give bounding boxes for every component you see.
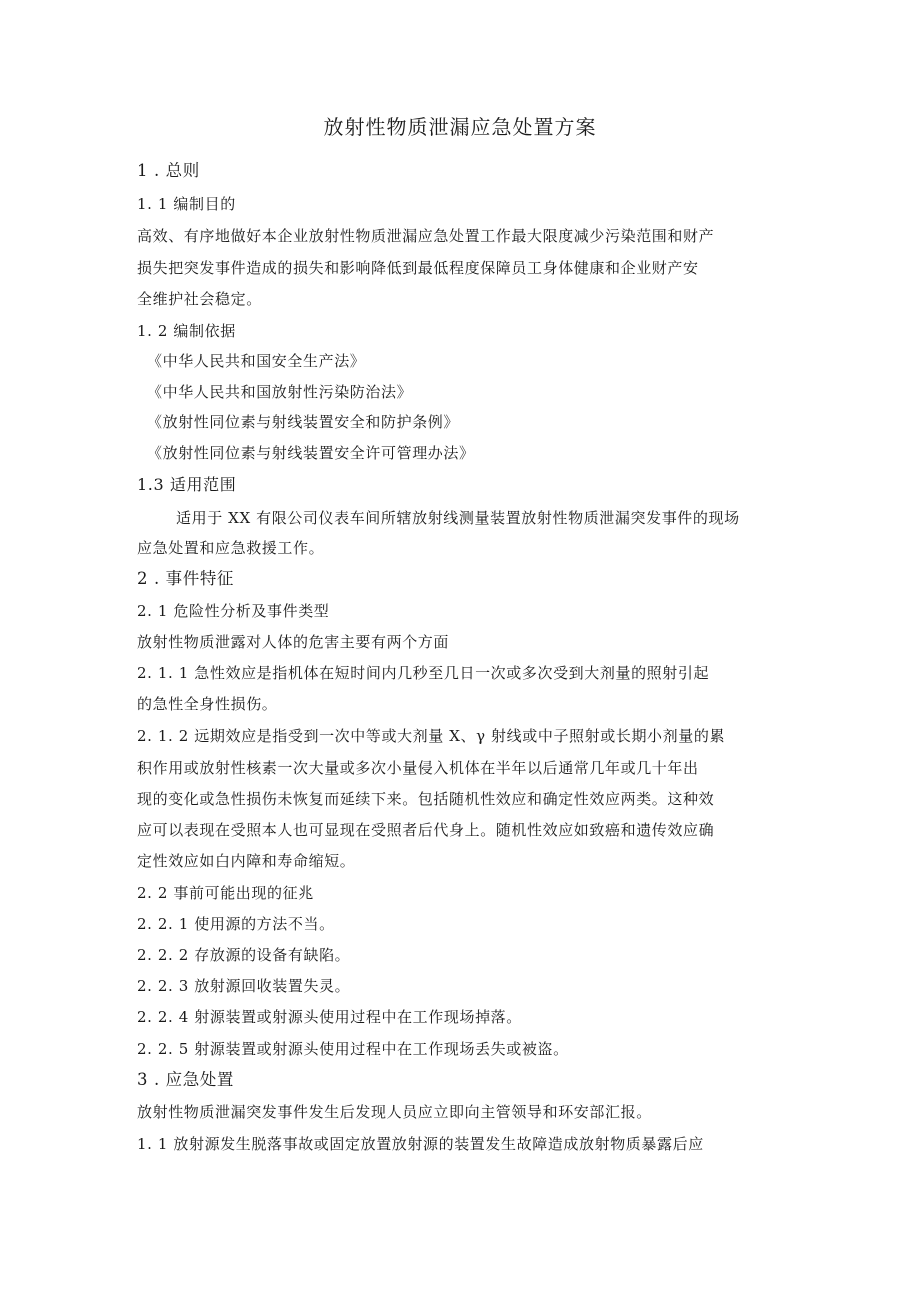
document-title: 放射性物质泄漏应急处置方案 <box>323 115 597 139</box>
paragraph-line: 高效、有序地做好本企业放射性物质泄漏应急处置工作最大限度减少污染范围和财产 <box>137 227 715 245</box>
paragraph-line: 放射性物质泄露对人体的危害主要有两个方面 <box>137 633 450 651</box>
paragraph-line: 1. 1 放射源发生脱落事故或固定放置放射源的装置发生故障造成放射物质暴露后应 <box>137 1135 704 1153</box>
law-item: 《放射性同位素与射线装置安全许可管理办法》 <box>147 444 475 462</box>
paragraph-line: 全维护社会稳定。 <box>137 290 262 308</box>
law-item: 《中华人民共和国安全生产法》 <box>147 352 366 370</box>
law-item: 《中华人民共和国放射性污染防治法》 <box>147 383 413 401</box>
paragraph-line: 损失把突发事件造成的损失和影响降低到最低程度保障员工身体健康和企业财产安 <box>137 259 699 277</box>
law-item: 《放射性同位素与射线装置安全和防护条例》 <box>147 413 460 431</box>
list-item: 2. 2. 5 射源装置或射源头使用过程中在工作现场丢失或被盗。 <box>137 1040 569 1058</box>
paragraph-line: 的急性全身性损伤。 <box>137 695 278 713</box>
heading-event-features: 2 . 事件特征 <box>137 569 235 588</box>
paragraph-line: 定性效应如白内障和寿命缩短。 <box>137 852 356 870</box>
heading-precursors: 2. 2 事前可能出现的征兆 <box>137 884 314 902</box>
list-item: 2. 2. 3 放射源回收装置失灵。 <box>137 977 351 995</box>
heading-basis: 1. 2 编制依据 <box>137 322 236 340</box>
heading-emergency-response: 3 . 应急处置 <box>137 1070 235 1089</box>
paragraph-line: 放射性物质泄漏突发事件发生后发现人员应立即向主管领导和环安部汇报。 <box>137 1103 652 1121</box>
list-item: 2. 2. 4 射源装置或射源头使用过程中在工作现场掉落。 <box>137 1008 522 1026</box>
heading-scope: 1.3 适用范围 <box>137 475 237 494</box>
paragraph-line: 2. 1. 1 急性效应是指机体在短时间内几秒至几日一次或多次受到大剂量的照射引起 <box>137 664 710 682</box>
list-item: 2. 2. 1 使用源的方法不当。 <box>137 915 335 933</box>
paragraph-line: 2. 1. 2 远期效应是指受到一次中等或大剂量 X、γ 射线或中子照射或长期小剂量的累 <box>137 727 726 745</box>
heading-purpose: 1. 1 编制目的 <box>137 195 236 213</box>
paragraph-line: 应可以表现在受照本人也可显现在受照者后代身上。随机性效应如致癌和遗传效应确 <box>137 821 715 839</box>
paragraph-line: 应急处置和应急救援工作。 <box>137 539 325 557</box>
paragraph-line: 现的变化或急性损伤未恢复而延续下来。包括随机性效应和确定性效应两类。这种效 <box>137 790 715 808</box>
list-item: 2. 2. 2 存放源的设备有缺陷。 <box>137 946 351 964</box>
heading-hazard-analysis: 2. 1 危险性分析及事件类型 <box>137 602 330 620</box>
paragraph-line: 积作用或放射性核素一次大量或多次小量侵入机体在半年以后通常几年或几十年出 <box>137 759 699 777</box>
paragraph-line: 适用于 XX 有限公司仪表车间所辖放射线测量装置放射性物质泄漏突发事件的现场 <box>176 509 740 527</box>
heading-general: 1 . 总则 <box>137 161 200 180</box>
